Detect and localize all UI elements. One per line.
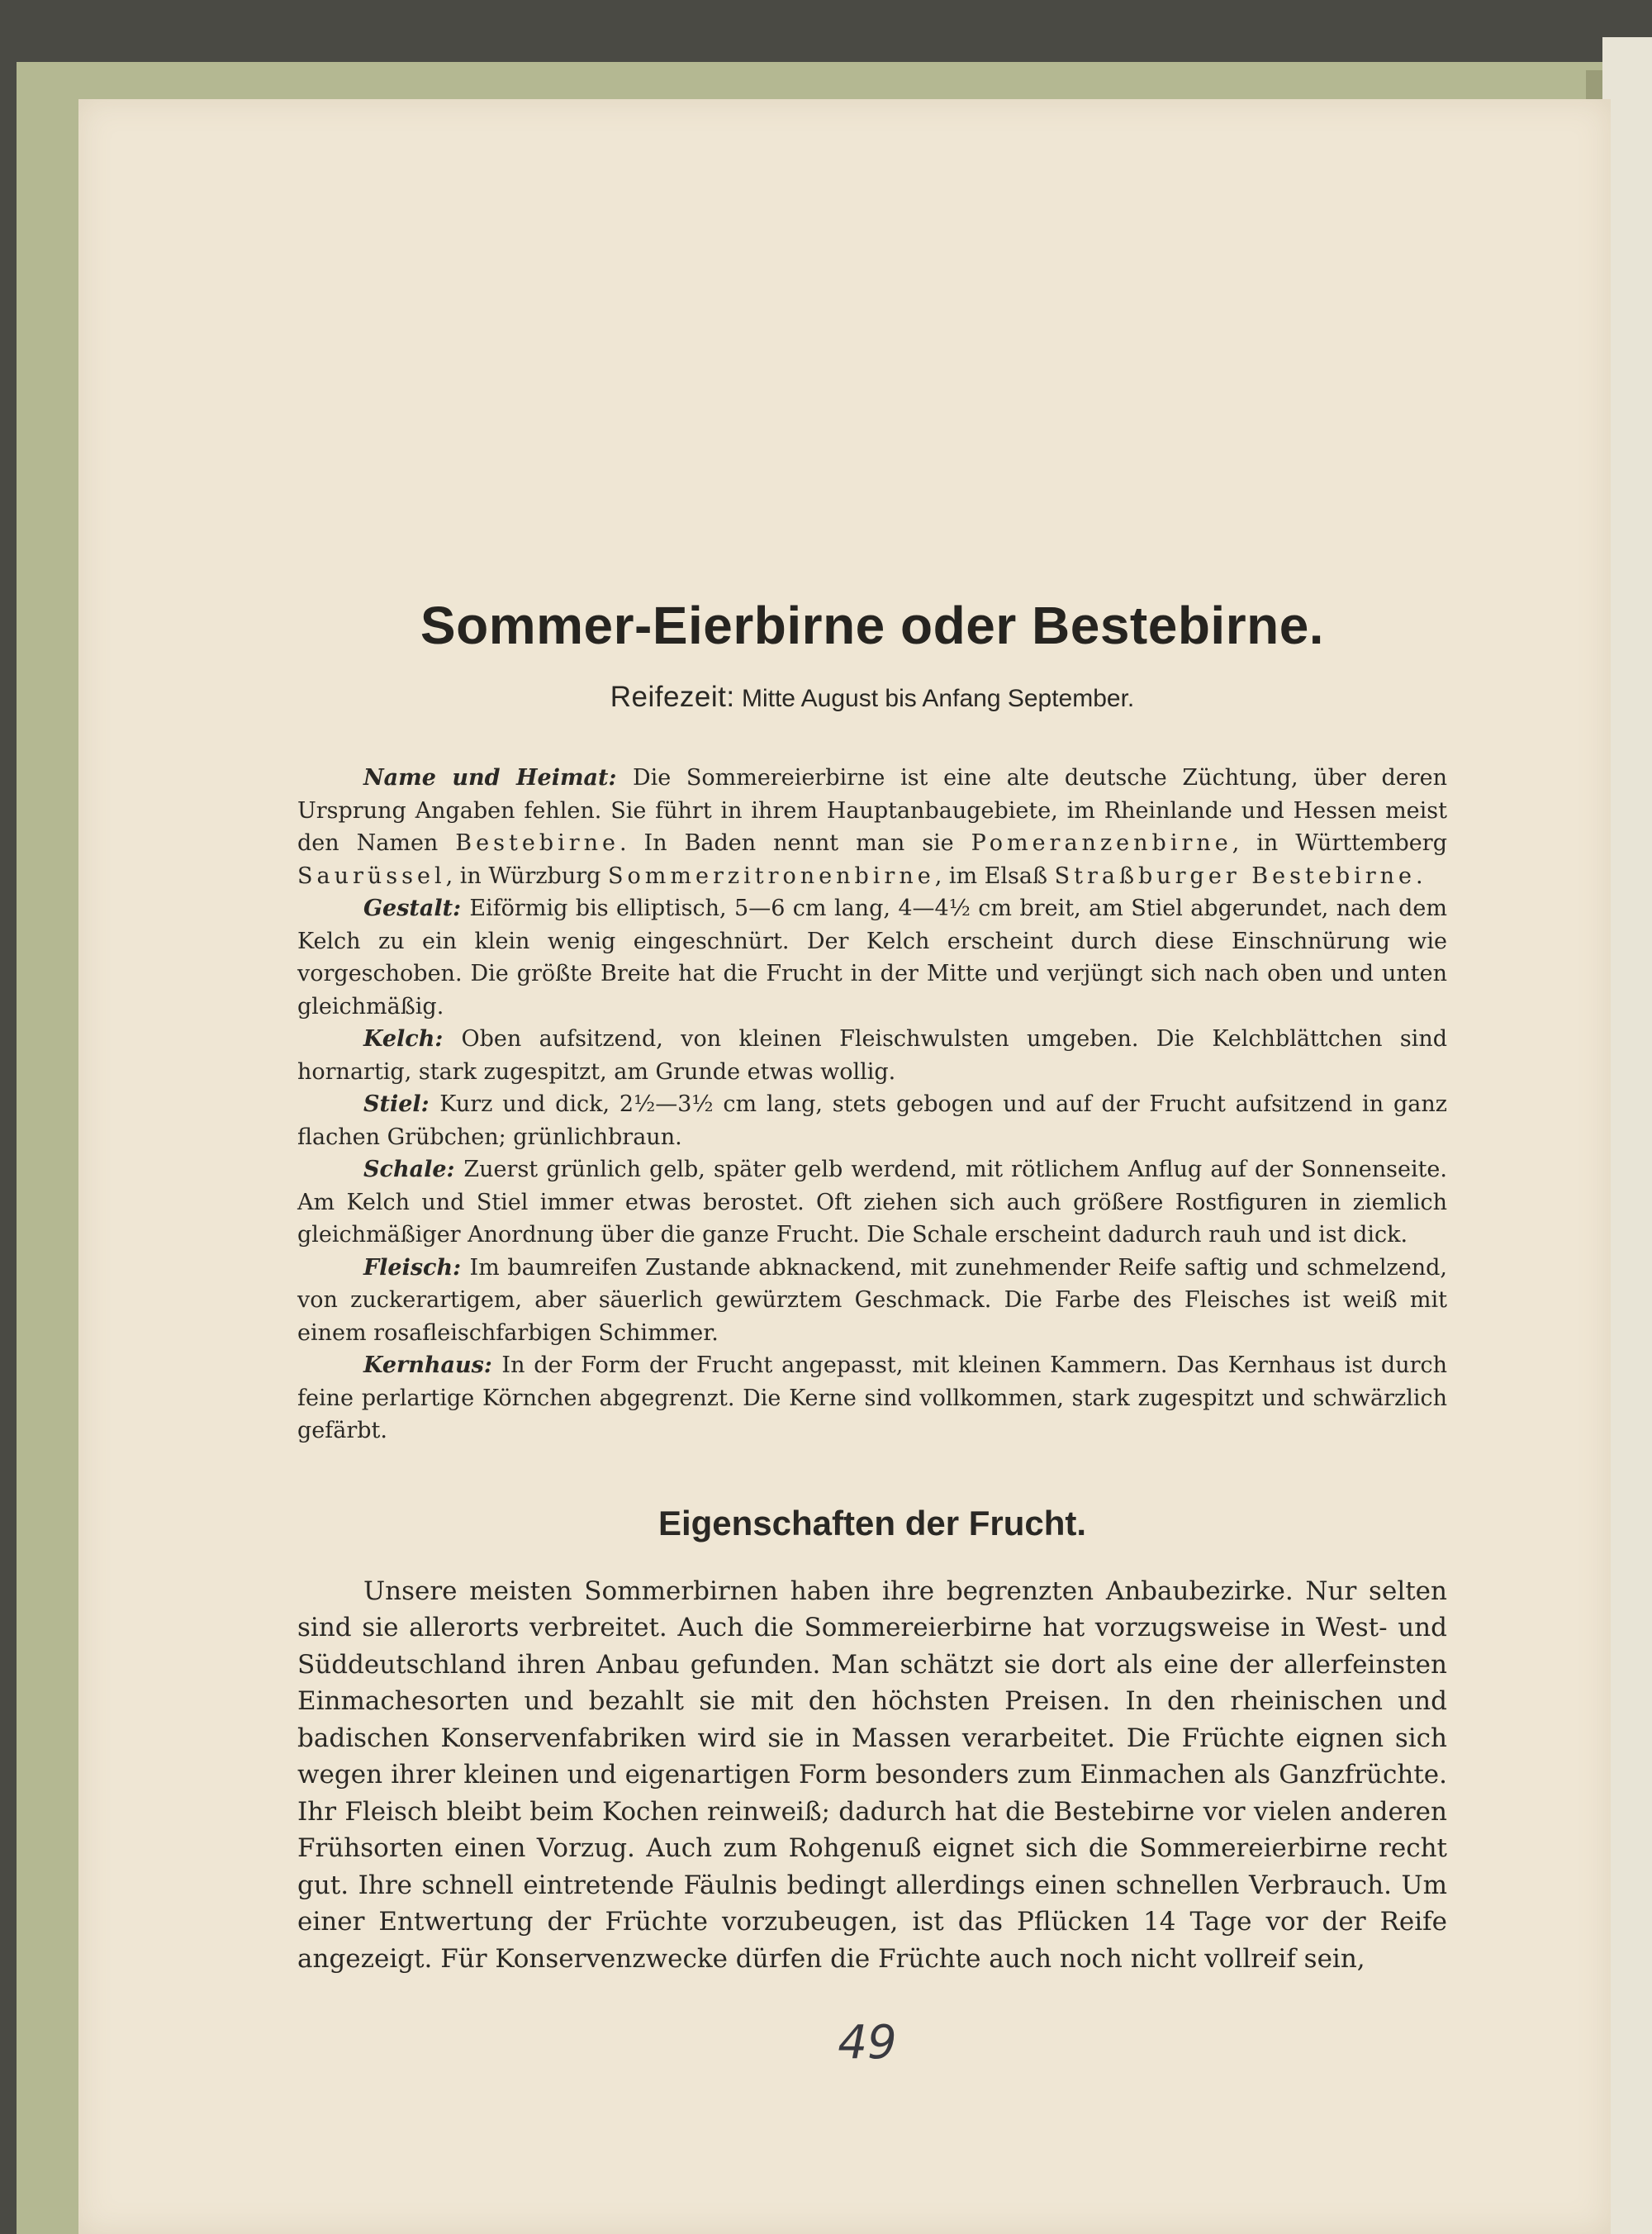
description-paragraph [297, 1153, 1447, 1252]
section-term: Name und Heimat: [363, 765, 633, 791]
description-sections [297, 762, 1447, 1447]
section-text: Kurz und dick, 2½—3½ cm lang, stets gebogen und auf der Frucht aufsitzend in ganz flachen Grübchen; grünlichbraun. [297, 1091, 1448, 1150]
description-paragraph [297, 1252, 1447, 1350]
section-term: Kernhaus: [363, 1352, 502, 1378]
section-term: Stiel: [363, 1091, 440, 1117]
description-paragraph [297, 1088, 1447, 1153]
section-term: Kelch: [363, 1026, 462, 1052]
page-number: 49 [838, 2016, 897, 2070]
section-heading: Eigenschaften der Frucht. [657, 1503, 1087, 1542]
section-text: . In Baden nennt man sie [620, 830, 971, 856]
ripening-text: Mitte August bis Anfang September. [741, 685, 1135, 712]
section-text: Zuerst grünlich gelb, später gelb werdend, mit rötlichem Anflug auf der Sonnenseite. Am Kelch und Stiel immer etwas berostet. Oft ziehen sich auch größere Rostfiguren in ziemlich gleichmäßiger Anordnung über die ganze Frucht. Die Schale erscheint dadurch rauh und ist dick. [297, 1157, 1447, 1248]
ripening-line [297, 681, 1447, 714]
section-text: , in Würzburg [445, 863, 609, 889]
variety-name: Sommerzitronenbirne [608, 863, 935, 889]
body-section [297, 1573, 1447, 1978]
section-term: Gestalt: [363, 896, 470, 921]
section-text: Die Sommereierbirne ist eine alte deutsche Züchtung, über deren Ursprung Angaben fehlen. Sie führt in ihrem Hauptanbaugebiete, im Rheinlande und Hessen meist den Namen [297, 765, 1448, 856]
section-text: . [1416, 863, 1423, 889]
page-content [297, 595, 1447, 1977]
page-title: Sommer-Eierbirne oder Bestebirne. [420, 596, 1325, 655]
variety-name: Saurüssel [297, 863, 446, 889]
variety-name: Pomeranzenbirne [971, 830, 1232, 856]
section-term: Fleisch: [363, 1254, 470, 1281]
description-paragraph [297, 1349, 1447, 1447]
section-text: , in Württemberg [1232, 830, 1447, 856]
section-text: In der Form der Frucht angepasst, mit kleinen Kammern. Das Kernhaus ist durch feine perlartige Körnchen abgegrenzt. Die Kerne sind vollkommen, stark zugespitzt und schwärzlich gefärbt. [297, 1352, 1447, 1443]
section-text: Eiförmig bis elliptisch, 5—6 cm lang, 4—4½ cm breit, am Stiel abgerundet, nach dem Kelch zu ein klein wenig eingeschnürt. Der Kelch erscheint durch diese Einschnürung wie vorgeschoben. Die größte Breite hat die Frucht in der Mitte und verjüngt sich nach oben und unten gleichmäßig. [297, 896, 1447, 1020]
variety-name: Straßburger Bestebirne [1054, 863, 1417, 889]
description-paragraph [297, 762, 1447, 892]
ripening-label: Reifezeit: [610, 681, 735, 713]
section-text: Oben aufsitzend, von kleinen Fleischwulsten umgeben. Die Kelchblättchen sind hornartig, stark zugespitzt, am Grunde etwas wollig. [297, 1026, 1447, 1085]
section-term: Schale: [363, 1157, 464, 1182]
description-paragraph [297, 892, 1447, 1023]
section-text: , im Elsaß [934, 863, 1055, 889]
variety-name: Bestebirne [455, 830, 620, 856]
section-text: Im baumreifen Zustande abknackend, mit zunehmender Reife saftig und schmelzend, von zuckerartigem, aber säuerlich gewürztem Geschmack. Die Farbe des Fleisches ist weiß mit einem rosafleischfarbigen Schimmer. [297, 1254, 1447, 1346]
body-paragraph: Unsere meisten Sommerbirnen haben ihre begrenzten Anbaubezirke. Nur selten sind sie allerorts verbreitet. Auch die Sommereierbirne hat vorzugsweise in West- und Süddeutschland ihren Anbau gefunden. Man schätzt sie dort als eine der allerfeinsten Einmachesorten und bezahlt sie mit den höchsten Preisen. In den rheinischen und badischen Konservenfabriken wird sie in Massen verarbeitet. Die Früchte eignen sich wegen ihrer kleinen und eigenartigen Form besonders zum Einmachen als Ganzfrüchte. Ihr Fleisch bleibt beim Kochen reinweiß; dadurch hat die Bestebirne vor vielen anderen Frühsorten einen Vorzug. Auch zum Rohgenuß eignet sich die Sommereierbirne recht gut. Ihre schnell eintretende Fäulnis bedingt allerdings einen schnellen Verbrauch. Um einer Entwertung der Früchte vorzubeugen, ist das Pflücken 14 Tage vor der Reife angezeigt. Für Konservenzwecke dürfen die Früchte auch noch nicht vollreif sein, [297, 1576, 1447, 1974]
description-paragraph [297, 1023, 1447, 1088]
